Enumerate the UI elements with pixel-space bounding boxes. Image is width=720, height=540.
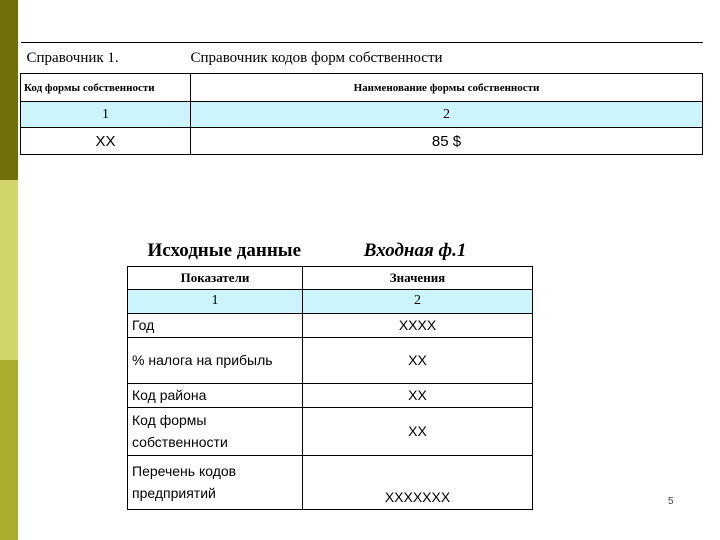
- indicator-district-label: Код района: [128, 383, 303, 407]
- page-number: 5: [668, 496, 674, 507]
- header-ownership-code: Код формы собственности: [21, 74, 191, 102]
- reference-caption-label: Справочник 1.: [21, 43, 191, 74]
- reference-value-row: [21, 128, 703, 155]
- header-ownership-name: Наименование формы собственности: [191, 74, 703, 102]
- column-number-cell: 1: [21, 102, 191, 128]
- input-column-number-row: [128, 289, 533, 313]
- sidebar-stripe-middle: [0, 180, 18, 360]
- indicator-ownership-value: ХХ: [303, 407, 533, 455]
- table-row: [128, 407, 533, 455]
- indicator-ownership-label: [128, 407, 303, 455]
- indicator-year-label: Год: [128, 313, 303, 337]
- input-data-table: [127, 236, 533, 510]
- header-indicators: Показатели: [128, 266, 303, 289]
- column-number-cell: 2: [191, 102, 703, 128]
- column-number-cell: 1: [128, 289, 303, 313]
- ownership-name-value: 85 $: [191, 128, 703, 155]
- indicator-enterprises-label: [128, 455, 303, 509]
- reference-caption-row: [21, 43, 703, 74]
- table-row: [128, 313, 533, 337]
- sidebar-stripe-top: [0, 0, 18, 180]
- ownership-code-value: ХХ: [21, 128, 191, 155]
- input-form-title: Входная ф.1: [363, 239, 467, 261]
- indicator-tax-value: ХХ: [303, 337, 533, 383]
- reference-caption-title: Справочник кодов форм собственности: [191, 43, 703, 74]
- table-row: [128, 337, 533, 383]
- indicator-tax-label: % налога на прибыль: [128, 337, 303, 383]
- input-header-row: [128, 266, 533, 289]
- table-row: [128, 455, 533, 509]
- header-values: Значения: [303, 266, 533, 289]
- label-line: собственности: [132, 434, 228, 450]
- label-line: предприятий: [132, 485, 216, 501]
- reference-column-number-row: [21, 102, 703, 128]
- sidebar-stripe-bottom: [0, 360, 18, 540]
- table-row: [128, 383, 533, 407]
- ownership-codes-reference-table: [20, 42, 703, 155]
- label-line: Перечень кодов: [132, 463, 237, 479]
- reference-header-row: [21, 74, 703, 102]
- label-line: Код формы: [132, 412, 207, 428]
- indicator-year-value: ХХХХ: [303, 313, 533, 337]
- indicator-district-value: ХХ: [303, 383, 533, 407]
- input-title-row: [128, 236, 533, 266]
- column-number-cell: 2: [303, 289, 533, 313]
- input-title: Исходные данные: [147, 239, 302, 261]
- indicator-enterprises-value: ХХХХХХХ: [303, 455, 533, 509]
